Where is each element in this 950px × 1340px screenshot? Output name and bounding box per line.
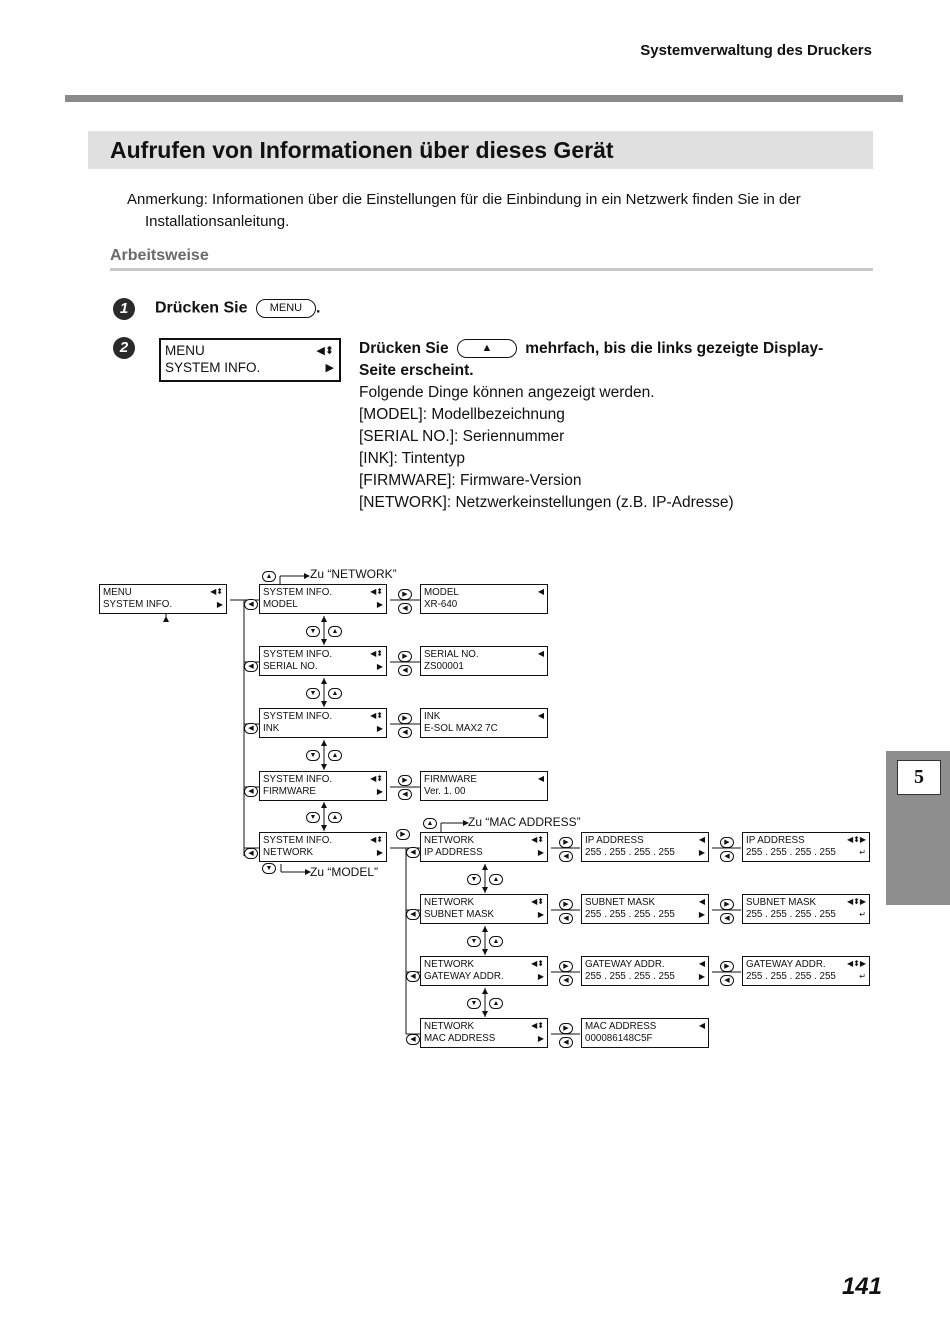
lcd-line-1: FIRMWARE bbox=[424, 774, 477, 785]
right-key-icon: ▶ bbox=[398, 589, 412, 600]
right-arrow-icon: ▶ bbox=[698, 972, 705, 981]
down-key-icon: ▼ bbox=[306, 688, 320, 699]
left-key-icon: ◀ bbox=[559, 975, 573, 986]
lcd-firmware bbox=[420, 771, 548, 801]
lcd-line-1: SYSTEM INFO. bbox=[263, 711, 333, 722]
left-key-icon: ◀ bbox=[406, 909, 420, 920]
right-arrow-icon: ▶ bbox=[376, 787, 383, 796]
label-to-mac: Zu “MAC ADDRESS” bbox=[468, 815, 581, 829]
right-arrow-icon: ▶ bbox=[698, 848, 705, 857]
left-updown-icon: ◀⬍ bbox=[370, 587, 383, 596]
up-key-icon: ▲ bbox=[328, 812, 342, 823]
lcd-line-2: SUBNET MASK bbox=[424, 909, 495, 920]
lcd-mac-value bbox=[581, 1018, 709, 1048]
lcd-model bbox=[420, 584, 548, 614]
left-updown-icon: ◀⬍ bbox=[370, 774, 383, 783]
page-number: 141 bbox=[841, 1273, 882, 1300]
left-updown-icon: ◀⬍ bbox=[210, 587, 223, 596]
lcd-line-1: GATEWAY ADDR. bbox=[585, 959, 665, 970]
info-line-serial: [SERIAL NO.]: Seriennummer bbox=[359, 428, 565, 445]
lcd-line-2: SYSTEM INFO. bbox=[165, 360, 261, 375]
lcd-line-2: 255 . 255 . 255 . 255 bbox=[746, 971, 836, 982]
left-key-icon: ◀ bbox=[244, 723, 258, 734]
left-arrow-icon: ◀ bbox=[537, 711, 544, 720]
step-2-text-c: Seite erscheint. bbox=[359, 362, 474, 379]
right-key-icon: ▶ bbox=[396, 829, 410, 840]
down-key-icon: ▼ bbox=[262, 863, 276, 874]
right-key-icon: ▶ bbox=[720, 961, 734, 972]
info-line-model: [MODEL]: Modellbezeichnung bbox=[359, 406, 565, 423]
lcd-line-2: MAC ADDRESS bbox=[424, 1033, 496, 1044]
right-key-icon: ▶ bbox=[559, 1023, 573, 1034]
label-to-model: Zu “MODEL” bbox=[310, 865, 379, 879]
lcd-line-1: MODEL bbox=[424, 587, 459, 598]
step-2-text-b: mehrfach, bis die links gezeigte Display- bbox=[525, 340, 824, 357]
lcd-line-1: SYSTEM INFO. bbox=[263, 587, 333, 598]
info-line-network: [NETWORK]: Netzwerkeinstellungen (z.B. IP-Adresse) bbox=[359, 494, 734, 511]
left-key-icon: ◀ bbox=[398, 603, 412, 614]
up-key-icon: ▲ bbox=[489, 998, 503, 1009]
right-arrow-icon: ▶ bbox=[216, 600, 223, 609]
lcd-gateway-value bbox=[581, 956, 709, 986]
left-key-icon: ◀ bbox=[720, 975, 734, 986]
down-key-icon: ▼ bbox=[467, 998, 481, 1009]
lcd-line-2: ZS00001 bbox=[424, 661, 464, 672]
left-arrow-icon: ◀ bbox=[698, 835, 705, 844]
left-arrow-icon: ◀ bbox=[537, 774, 544, 783]
right-arrow-icon: ▶ bbox=[376, 724, 383, 733]
left-arrow-icon: ◀ bbox=[698, 897, 705, 906]
left-key-icon: ◀ bbox=[244, 661, 258, 672]
right-key-icon: ▶ bbox=[559, 961, 573, 972]
left-key-icon: ◀ bbox=[244, 848, 258, 859]
lcd-line-2: MODEL bbox=[263, 599, 298, 610]
left-updown-icon: ◀⬍ bbox=[531, 1021, 544, 1030]
lcd-line-1: IP ADDRESS bbox=[585, 835, 644, 846]
chapter-number: 5 bbox=[897, 760, 941, 795]
down-key-icon: ▼ bbox=[306, 812, 320, 823]
left-updown-icon: ◀⬍ bbox=[531, 897, 544, 906]
lcd-subnet-value bbox=[581, 894, 709, 924]
lcd-network-gateway bbox=[420, 956, 548, 986]
step-2-text-a: Drücken Sie bbox=[359, 340, 449, 357]
lcd-line-2: E-SOL MAX2 7C bbox=[424, 723, 498, 734]
info-line-ink: [INK]: Tintentyp bbox=[359, 450, 465, 467]
info-line-firmware: [FIRMWARE]: Firmware-Version bbox=[359, 472, 582, 489]
left-key-icon: ◀ bbox=[398, 665, 412, 676]
lcd-ip-value bbox=[581, 832, 709, 862]
right-arrow-icon: ▶ bbox=[376, 662, 383, 671]
lcd-line-2: Ver. 1. 00 bbox=[424, 786, 466, 797]
left-key-icon: ◀ bbox=[244, 786, 258, 797]
left-updown-icon: ◀⬍ bbox=[316, 345, 334, 357]
left-updown-icon: ◀⬍ bbox=[370, 711, 383, 720]
lcd-line-1: MENU bbox=[103, 587, 132, 598]
lcd-network-ip bbox=[420, 832, 548, 862]
left-key-icon: ◀ bbox=[244, 599, 258, 610]
up-key-icon: ▲ bbox=[328, 688, 342, 699]
lcd-line-1: SYSTEM INFO. bbox=[263, 835, 333, 846]
lcd-line-2: FIRMWARE bbox=[263, 786, 316, 797]
right-arrow-icon: ▶ bbox=[376, 600, 383, 609]
up-key-icon: ▲ bbox=[262, 571, 276, 582]
lcd-sysinfo-model bbox=[259, 584, 387, 614]
lcd-ink bbox=[420, 708, 548, 738]
step-1-text: Drücken Sie bbox=[155, 299, 248, 317]
left-arrow-icon: ◀ bbox=[698, 959, 705, 968]
left-updown-icon: ◀⬍ bbox=[531, 835, 544, 844]
lcd-serial bbox=[420, 646, 548, 676]
lcd-line-2: 000086148C5F bbox=[585, 1033, 653, 1044]
lcd-line-2: NETWORK bbox=[263, 847, 314, 858]
right-arrow-icon: ▶ bbox=[376, 848, 383, 857]
lcd-sysinfo-firmware bbox=[259, 771, 387, 801]
lcd-sysinfo-serial bbox=[259, 646, 387, 676]
right-arrow-icon: ▶ bbox=[698, 910, 705, 919]
right-key-icon: ▶ bbox=[559, 837, 573, 848]
lcd-line-1: SUBNET MASK bbox=[585, 897, 656, 908]
left-updown-icon: ◀⬍ bbox=[531, 959, 544, 968]
lcd-ip-edit bbox=[742, 832, 870, 862]
lcd-line-2: IP ADDRESS bbox=[424, 847, 483, 858]
right-key-icon: ▶ bbox=[559, 899, 573, 910]
up-key-icon: ▲ bbox=[489, 874, 503, 885]
left-key-icon: ◀ bbox=[406, 847, 420, 858]
lcd-line-1: MENU bbox=[165, 343, 205, 358]
enter-icon: ↵ bbox=[859, 848, 866, 857]
note-line-1: Anmerkung: Informationen über die Einstellungen für die Einbindung in ein Netzwerk finden Sie in der bbox=[127, 191, 801, 208]
subheading-arbeitsweise: Arbeitsweise bbox=[110, 247, 209, 264]
enter-icon: ↵ bbox=[859, 910, 866, 919]
right-key-icon: ▶ bbox=[398, 713, 412, 724]
down-key-icon: ▼ bbox=[306, 750, 320, 761]
lcd-sysinfo-network bbox=[259, 832, 387, 862]
right-key-icon: ▶ bbox=[398, 651, 412, 662]
section-title: Aufrufen von Informationen über dieses Gerät bbox=[110, 137, 614, 163]
left-arrow-icon: ◀ bbox=[698, 1021, 705, 1030]
lcd-line-1: NETWORK bbox=[424, 959, 475, 970]
lcd-network-subnet bbox=[420, 894, 548, 924]
right-key-icon: ▶ bbox=[720, 837, 734, 848]
lcd-line-2: 255 . 255 . 255 . 255 bbox=[746, 909, 836, 920]
left-key-icon: ◀ bbox=[720, 851, 734, 862]
lcd-line-1: INK bbox=[424, 711, 441, 722]
up-key-icon: ▲ bbox=[489, 936, 503, 947]
right-arrow-icon: ▶ bbox=[537, 848, 544, 857]
up-key-icon: ▲ bbox=[328, 626, 342, 637]
lcd-line-1: MAC ADDRESS bbox=[585, 1021, 657, 1032]
left-key-icon: ◀ bbox=[720, 913, 734, 924]
lcd-gateway-edit bbox=[742, 956, 870, 986]
lcd-line-2: XR-640 bbox=[424, 599, 458, 610]
menu-key: MENU bbox=[256, 299, 316, 318]
left-key-icon: ◀ bbox=[398, 789, 412, 800]
left-updown-icon: ◀⬍ bbox=[370, 835, 383, 844]
four-way-arrow-icon: ◀⬍▶ bbox=[846, 835, 866, 844]
up-key-icon: ▲ bbox=[328, 750, 342, 761]
note-line-2: Installationsanleitung. bbox=[145, 213, 290, 230]
right-key-icon: ▶ bbox=[720, 899, 734, 910]
up-key-icon: ▲ bbox=[457, 339, 517, 358]
lcd-line-1: SERIAL NO. bbox=[424, 649, 479, 660]
right-arrow-icon: ▶ bbox=[325, 362, 334, 374]
left-key-icon: ◀ bbox=[406, 971, 420, 982]
left-key-icon: ◀ bbox=[398, 727, 412, 738]
lcd-line-2: INK bbox=[263, 723, 280, 734]
right-key-icon: ▶ bbox=[398, 775, 412, 786]
lcd-line-2: 255 . 255 . 255 . 255 bbox=[585, 847, 675, 858]
left-arrow-icon: ◀ bbox=[537, 649, 544, 658]
left-arrow-icon: ◀ bbox=[537, 587, 544, 596]
left-key-icon: ◀ bbox=[406, 1034, 420, 1045]
left-updown-icon: ◀⬍ bbox=[370, 649, 383, 658]
right-arrow-icon: ▶ bbox=[537, 1034, 544, 1043]
lcd-network-mac bbox=[420, 1018, 548, 1048]
label-to-network: Zu “NETWORK” bbox=[310, 567, 397, 581]
lcd-subnet-edit bbox=[742, 894, 870, 924]
lcd-line-1: NETWORK bbox=[424, 897, 475, 908]
left-key-icon: ◀ bbox=[559, 913, 573, 924]
right-arrow-icon: ▶ bbox=[537, 972, 544, 981]
lcd-sysinfo-ink bbox=[259, 708, 387, 738]
step-1-number: 1 bbox=[113, 298, 135, 320]
lcd-line-1: GATEWAY ADDR. bbox=[746, 959, 826, 970]
step-2-number: 2 bbox=[113, 337, 135, 359]
running-header: Systemverwaltung des Druckers bbox=[640, 42, 872, 59]
lcd-line-2: GATEWAY ADDR. bbox=[424, 971, 504, 982]
four-way-arrow-icon: ◀⬍▶ bbox=[846, 897, 866, 906]
lcd-line-1: NETWORK bbox=[424, 1021, 475, 1032]
info-line-1: Folgende Dinge können angezeigt werden. bbox=[359, 384, 655, 401]
right-arrow-icon: ▶ bbox=[537, 910, 544, 919]
down-key-icon: ▼ bbox=[306, 626, 320, 637]
lcd-line-1: SYSTEM INFO. bbox=[263, 649, 333, 660]
lcd-line-1: SUBNET MASK bbox=[746, 897, 817, 908]
up-key-icon: ▲ bbox=[423, 818, 437, 829]
left-key-icon: ◀ bbox=[559, 851, 573, 862]
left-key-icon: ◀ bbox=[559, 1037, 573, 1048]
lcd-line-2: SYSTEM INFO. bbox=[103, 599, 173, 610]
enter-icon: ↵ bbox=[859, 972, 866, 981]
step-1-suffix: . bbox=[315, 299, 321, 317]
lcd-line-2: 255 . 255 . 255 . 255 bbox=[585, 909, 675, 920]
lcd-line-1: NETWORK bbox=[424, 835, 475, 846]
down-key-icon: ▼ bbox=[467, 936, 481, 947]
lcd-line-1: IP ADDRESS bbox=[746, 835, 805, 846]
down-key-icon: ▼ bbox=[467, 874, 481, 885]
lcd-line-2: 255 . 255 . 255 . 255 bbox=[585, 971, 675, 982]
four-way-arrow-icon: ◀⬍▶ bbox=[846, 959, 866, 968]
lcd-line-1: SYSTEM INFO. bbox=[263, 774, 333, 785]
lcd-menu bbox=[99, 584, 227, 614]
lcd-line-2: 255 . 255 . 255 . 255 bbox=[746, 847, 836, 858]
lcd-line-2: SERIAL NO. bbox=[263, 661, 318, 672]
